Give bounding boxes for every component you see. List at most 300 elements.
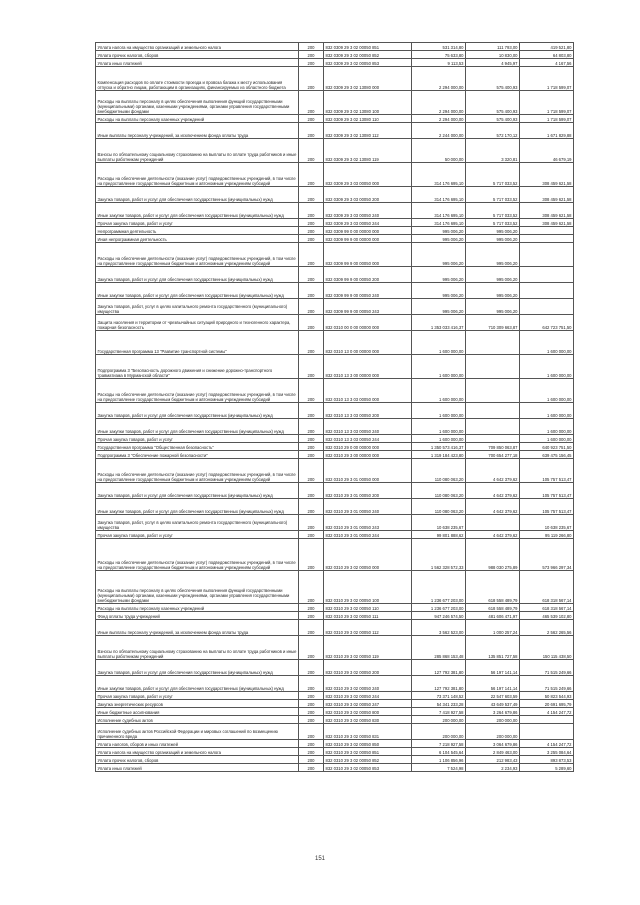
row-budget-code: 832 0310 29 3 02 00050 830: [324, 716, 412, 724]
row-name: Непрограммная деятельность: [96, 227, 299, 235]
row-executed-amount: 710 309 663,87: [466, 315, 520, 331]
row-executed-amount: 43 649 537,49: [466, 700, 520, 708]
row-unexecuted-amount: 5 289,60: [520, 764, 574, 772]
row-executed-amount: 481 606 471,97: [466, 612, 520, 620]
row-executed-amount: 5 717 033,52: [466, 203, 520, 219]
table-row: [96, 43, 574, 51]
row-executed-amount: [466, 331, 520, 355]
row-executed-amount: 572 170,12: [466, 123, 520, 139]
row-line-code: 200: [299, 51, 324, 59]
row-approved-amount: 995 006,20: [412, 235, 466, 243]
row-executed-amount: 2 234,93: [466, 764, 520, 772]
row-unexecuted-amount: 308 459 621,58: [520, 219, 574, 227]
row-unexecuted-amount: 1 600 000,00: [520, 419, 574, 435]
row-line-code: 200: [299, 227, 324, 235]
row-line-code: 200: [299, 379, 324, 403]
row-name: Закупка товаров, работ и услуг для обеспечения государственных (муниципальных) нужд: [96, 403, 299, 419]
row-executed-amount: 135 851 727,58: [466, 636, 520, 660]
row-line-code: 200: [299, 203, 324, 219]
row-name: Прочая закупка товаров, работ и услуг: [96, 692, 299, 700]
row-budget-code: 832 0310 29 3 01 00050 243: [324, 515, 412, 531]
row-budget-code: 832 0310 13 3 00 00000 000: [324, 355, 412, 379]
row-name: Расходы на обеспечение деятельности (оказание услуг) подведомственных учреждений, в том числе на предоставление государственным бюджетным и автономным учреждениям субсидий: [96, 243, 299, 267]
row-name: Прочая закупка товаров, работ и услуг: [96, 435, 299, 443]
row-executed-amount: [466, 515, 520, 531]
row-line-code: 200: [299, 499, 324, 515]
row-budget-code: 832 0310 13 3 03 00050 000: [324, 379, 412, 403]
row-executed-amount: 618 558 489,79: [466, 571, 520, 604]
row-approved-amount: 314 176 695,10: [412, 187, 466, 203]
table-row: [96, 708, 574, 716]
row-name: Закупка товаров, работ и услуг для обеспечения государственных (муниципальных) нужд: [96, 187, 299, 203]
row-executed-amount: 995 006,20: [466, 227, 520, 235]
row-budget-code: 832 0309 29 3 02 13080 112: [324, 123, 412, 139]
row-budget-code: 832 0310 29 3 02 00050 247: [324, 700, 412, 708]
row-line-code: 200: [299, 283, 324, 299]
row-approved-amount: 200 000,00: [412, 716, 466, 724]
row-name: Исполнение судебных актов: [96, 716, 299, 724]
row-line-code: 200: [299, 700, 324, 708]
row-approved-amount: 7 524,98: [412, 764, 466, 772]
row-name: Прочая закупка товаров, работ и услуг: [96, 219, 299, 227]
row-line-code: 200: [299, 115, 324, 123]
row-executed-amount: 212 983,43: [466, 756, 520, 764]
row-approved-amount: 531 314,80: [412, 43, 466, 51]
row-unexecuted-amount: 308 459 621,58: [520, 163, 574, 187]
row-budget-code: 832 0310 29 3 02 00050 850: [324, 740, 412, 748]
row-name: Закупка товаров, работ, услуг в целях капитального ремонта государственного (муниципального) имущества: [96, 299, 299, 315]
row-line-code: 200: [299, 620, 324, 636]
row-executed-amount: 5 717 033,52: [466, 219, 520, 227]
row-executed-amount: [466, 379, 520, 403]
table-row: [96, 123, 574, 139]
row-unexecuted-amount: 71 515 249,66: [520, 676, 574, 692]
row-name: Закупка товаров, работ и услуг для обеспечения государственных (муниципальных) нужд: [96, 267, 299, 283]
row-unexecuted-amount: 4 154 247,72: [520, 740, 574, 748]
row-budget-code: 832 0310 13 0 00 00000 000: [324, 331, 412, 355]
row-approved-amount: 995 006,20: [412, 227, 466, 235]
row-name: Иные выплаты персоналу учреждений, за исключением фонда оплаты труда: [96, 620, 299, 636]
row-unexecuted-amount: 1 600 000,00: [520, 435, 574, 443]
row-approved-amount: 314 176 695,10: [412, 203, 466, 219]
row-line-code: 200: [299, 756, 324, 764]
row-budget-code: 832 0310 29 3 02 00050 111: [324, 612, 412, 620]
row-budget-code: 832 0309 99 9 00 00050 200: [324, 267, 412, 283]
table-row: [96, 571, 574, 604]
row-approved-amount: 110 080 063,20: [412, 459, 466, 483]
row-budget-code: 832 0309 29 3 03 00050 000: [324, 163, 412, 187]
row-approved-amount: 1 353 033 416,37: [412, 315, 466, 331]
row-executed-amount: 10 830,00: [466, 51, 520, 59]
row-name: Иные закупки товаров, работ и услуг для обеспечения государственных (муниципальных) нужд: [96, 676, 299, 692]
row-name: Подпрограмма 3 "Обеспечение пожарной безопасности": [96, 451, 299, 459]
row-unexecuted-amount: 1 718 599,07: [520, 91, 574, 115]
row-unexecuted-amount: 105 757 513,47: [520, 459, 574, 483]
row-unexecuted-amount: 640 923 751,50: [520, 443, 574, 451]
row-line-code: 200: [299, 123, 324, 139]
row-unexecuted-amount: 2 562 265,56: [520, 620, 574, 636]
row-budget-code: 832 0310 29 3 00 00000 000: [324, 451, 412, 459]
row-name: Фонд оплаты труда учреждений: [96, 612, 299, 620]
row-approved-amount: 314 176 695,10: [412, 163, 466, 187]
table-row: [96, 203, 574, 219]
table-row: [96, 435, 574, 443]
row-executed-amount: 618 558 489,79: [466, 604, 520, 612]
row-line-code: 200: [299, 636, 324, 660]
row-name: Исполнение судебных актов Российской Федерации и мировых соглашений по возмещению причиненного вреда: [96, 724, 299, 740]
row-executed-amount: [466, 355, 520, 379]
row-unexecuted-amount: 573 966 297,34: [520, 539, 574, 571]
row-approved-amount: 1 600 000,00: [412, 355, 466, 379]
row-line-code: 200: [299, 660, 324, 676]
row-budget-code: 832 0310 29 3 02 00050 800: [324, 708, 412, 716]
table-row: [96, 355, 574, 379]
row-line-code: 200: [299, 604, 324, 612]
row-unexecuted-amount: 1 718 599,07: [520, 115, 574, 123]
row-approved-amount: 2 294 000,00: [412, 67, 466, 91]
row-approved-amount: 50 000,00: [412, 139, 466, 163]
row-executed-amount: 4 642 379,62: [466, 531, 520, 539]
row-name: Иные выплаты персоналу учреждений, за исключением фонда оплаты труда: [96, 123, 299, 139]
row-approved-amount: 1 600 000,00: [412, 403, 466, 419]
row-unexecuted-amount: 64 803,80: [520, 51, 574, 59]
row-budget-code: 832 0309 29 3 02 00050 853: [324, 59, 412, 67]
row-budget-code: 832 0309 99 9 00 00050 243: [324, 299, 412, 315]
table-row: [96, 315, 574, 331]
row-unexecuted-amount: 639 475 156,45: [520, 451, 574, 459]
row-executed-amount: [466, 435, 520, 443]
row-name: Уплата иных платежей: [96, 59, 299, 67]
row-executed-amount: [466, 403, 520, 419]
table-row: [96, 692, 574, 700]
table-row: [96, 604, 574, 612]
row-executed-amount: [466, 419, 520, 435]
budget-report-sheet: [95, 42, 572, 772]
row-unexecuted-amount: 1 600 000,00: [520, 355, 574, 379]
row-executed-amount: 56 197 141,14: [466, 660, 520, 676]
row-budget-code: 832 0310 29 3 01 00050 000: [324, 459, 412, 483]
row-approved-amount: 1 600 000,00: [412, 419, 466, 435]
table-row: [96, 724, 574, 740]
table-row: [96, 187, 574, 203]
row-unexecuted-amount: 150 115 438,50: [520, 636, 574, 660]
row-line-code: 200: [299, 67, 324, 91]
row-executed-amount: 995 006,20: [466, 235, 520, 243]
table-row: [96, 51, 574, 59]
row-line-code: 200: [299, 764, 324, 772]
row-executed-amount: 988 030 275,89: [466, 539, 520, 571]
table-row: [96, 139, 574, 163]
row-executed-amount: 709 850 063,87: [466, 443, 520, 451]
row-name: Компенсация расходов по оплате стоимости проезда и провоза багажа к месту использования отпуска и обратно лицам, работающим в организациях, финансируемых из областного бюджета: [96, 67, 299, 91]
row-budget-code: 832 0310 13 3 03 00050 200: [324, 403, 412, 419]
row-approved-amount: 3 562 523,00: [412, 620, 466, 636]
row-name: Закупка энергетических ресурсов: [96, 700, 299, 708]
row-approved-amount: 6 104 545,64: [412, 748, 466, 756]
row-name: Расходы на выплаты персоналу казенных учреждений: [96, 115, 299, 123]
row-line-code: 200: [299, 403, 324, 419]
row-unexecuted-amount: [520, 267, 574, 283]
row-name: Закупка товаров, работ и услуг для обеспечения государственных (муниципальных) нужд: [96, 660, 299, 676]
row-executed-amount: 995 006,20: [466, 243, 520, 267]
page-number: 151: [314, 856, 325, 862]
table-row: [96, 531, 574, 539]
row-budget-code: 832 0309 29 3 02 13080 000: [324, 67, 412, 91]
row-budget-code: 832 0309 99 9 00 00000 000: [324, 235, 412, 243]
row-unexecuted-amount: 642 723 751,50: [520, 315, 574, 331]
row-executed-amount: 5 717 033,52: [466, 187, 520, 203]
row-name: Иные бюджетные ассигнования: [96, 708, 299, 716]
row-approved-amount: 2 244 000,00: [412, 123, 466, 139]
table-row: [96, 700, 574, 708]
table-row: [96, 716, 574, 724]
row-unexecuted-amount: 10 638 235,67: [520, 515, 574, 531]
row-line-code: 200: [299, 708, 324, 716]
table-row: [96, 235, 574, 243]
table-row: [96, 539, 574, 571]
row-approved-amount: 2 294 000,00: [412, 115, 466, 123]
table-row: [96, 283, 574, 299]
table-row: [96, 299, 574, 315]
row-executed-amount: 200 000,00: [466, 724, 520, 740]
row-name: Расходы на обеспечение деятельности (оказание услуг) подведомственных учреждений, в том числе на предоставление государственным бюджетным и автономным учреждениям субсидий: [96, 163, 299, 187]
row-unexecuted-amount: 618 318 567,14: [520, 604, 574, 612]
row-approved-amount: 99 801 888,62: [412, 531, 466, 539]
row-name: Государственная программа "Общественная безопасность": [96, 443, 299, 451]
row-approved-amount: 947 246 574,50: [412, 612, 466, 620]
row-unexecuted-amount: 50 823 544,93: [520, 692, 574, 700]
row-approved-amount: 1 562 328 572,33: [412, 539, 466, 571]
row-unexecuted-amount: [520, 243, 574, 267]
row-name: Взносы по обязательному социальному страхованию на выплаты по оплате труда работников и иные выплаты работникам учреждений: [96, 636, 299, 660]
row-name: Прочая закупка товаров, работ и услуг: [96, 531, 299, 539]
row-line-code: 200: [299, 59, 324, 67]
row-line-code: 200: [299, 163, 324, 187]
row-approved-amount: 127 792 381,80: [412, 660, 466, 676]
row-budget-code: 832 0309 99 9 00 00050 000: [324, 243, 412, 267]
row-name: Уплата иных платежей: [96, 764, 299, 772]
row-line-code: 200: [299, 43, 324, 51]
row-budget-code: 832 0310 29 3 02 00050 000: [324, 539, 412, 571]
row-name: Уплата налога на имущество организаций и земельного налога: [96, 748, 299, 756]
row-approved-amount: 995 006,20: [412, 283, 466, 299]
row-line-code: 200: [299, 91, 324, 115]
table-row: [96, 163, 574, 187]
row-unexecuted-amount: 4 167,56: [520, 59, 574, 67]
row-name: Взносы по обязательному социальному страхованию на выплаты по оплате труда работников и иные выплаты работникам учреждений: [96, 139, 299, 163]
row-name: Расходы на обеспечение деятельности (оказание услуг) подведомственных учреждений, в том числе на предоставление государственным бюджетным и автономным учреждениям субсидий: [96, 379, 299, 403]
table-row: [96, 499, 574, 515]
row-unexecuted-amount: 1 671 829,88: [520, 123, 574, 139]
row-unexecuted-amount: 3 255 084,64: [520, 748, 574, 756]
row-unexecuted-amount: 4 154 247,72: [520, 708, 574, 716]
row-line-code: 200: [299, 267, 324, 283]
row-name: Иная непрограммная деятельность: [96, 235, 299, 243]
table-row: [96, 483, 574, 499]
row-executed-amount: 995 006,20: [466, 283, 520, 299]
row-executed-amount: 3 264 679,86: [466, 708, 520, 716]
row-budget-code: 832 0310 29 3 02 00050 851: [324, 748, 412, 756]
row-executed-amount: 2 849 463,00: [466, 748, 520, 756]
table-row: [96, 451, 574, 459]
row-unexecuted-amount: 46 679,19: [520, 139, 574, 163]
row-line-code: 200: [299, 243, 324, 267]
row-approved-amount: 7 418 927,58: [412, 708, 466, 716]
row-approved-amount: 110 080 063,20: [412, 483, 466, 499]
row-line-code: 200: [299, 331, 324, 355]
row-budget-code: 832 0310 29 3 01 00050 244: [324, 531, 412, 539]
row-executed-amount: 4 642 379,62: [466, 483, 520, 499]
table-row: [96, 227, 574, 235]
row-unexecuted-amount: [520, 235, 574, 243]
row-unexecuted-amount: 71 515 249,66: [520, 660, 574, 676]
row-approved-amount: 10 638 235,67: [412, 515, 466, 531]
row-name: Расходы на обеспечение деятельности (оказание услуг) подведомственных учреждений, в том числе на предоставление государственным бюджетным и автономным учреждениям субсидий: [96, 459, 299, 483]
row-executed-amount: 700 654 277,18: [466, 451, 520, 459]
row-line-code: 200: [299, 676, 324, 692]
row-name: Расходы на выплаты персоналу в целях обеспечения выполнения функций государственными (муниципальными) органами, казенными учреждениями, органами управления государственными внебюджетными фондами: [96, 91, 299, 115]
row-approved-amount: 7 218 927,58: [412, 740, 466, 748]
row-executed-amount: 575 400,93: [466, 91, 520, 115]
table-row: [96, 459, 574, 483]
row-name: Иные закупки товаров, работ и услуг для обеспечения государственных (муниципальных) нужд: [96, 419, 299, 435]
row-unexecuted-amount: 1 600 000,00: [520, 331, 574, 355]
row-line-code: 200: [299, 355, 324, 379]
table-row: [96, 443, 574, 451]
row-budget-code: 832 0310 00 0 00 00000 000: [324, 315, 412, 331]
row-unexecuted-amount: 20 691 695,79: [520, 700, 574, 708]
row-approved-amount: 9 113,53: [412, 59, 466, 67]
row-name: Защита населения и территории от чрезвычайных ситуаций природного и техногенного характера, пожарная безопасность: [96, 315, 299, 331]
row-line-code: 200: [299, 419, 324, 435]
row-unexecuted-amount: [520, 724, 574, 740]
row-budget-code: 832 0310 29 3 02 00050 110: [324, 604, 412, 612]
row-budget-code: 832 0310 29 3 02 00050 853: [324, 764, 412, 772]
row-name: Иные закупки товаров, работ и услуг для обеспечения государственных (муниципальных) нужд: [96, 499, 299, 515]
table-row: [96, 91, 574, 115]
row-unexecuted-amount: [520, 283, 574, 299]
table-row: [96, 243, 574, 267]
row-budget-code: 832 0309 99 0 00 00000 000: [324, 227, 412, 235]
row-unexecuted-amount: 105 757 513,47: [520, 483, 574, 499]
row-line-code: 200: [299, 235, 324, 243]
row-executed-amount: 4 642 379,62: [466, 499, 520, 515]
row-line-code: 200: [299, 219, 324, 227]
row-name: Расходы на обеспечение деятельности (оказание услуг) подведомственных учреждений, в том числе на предоставление государственным бюджетным и автономным учреждениям субсидий: [96, 539, 299, 571]
row-approved-amount: 75 633,80: [412, 51, 466, 59]
row-budget-code: 832 0310 29 3 02 00050 200: [324, 660, 412, 676]
row-approved-amount: 73 371 148,52: [412, 692, 466, 700]
row-name: Расходы на выплаты персоналу казенных учреждений: [96, 604, 299, 612]
row-line-code: 200: [299, 451, 324, 459]
row-budget-code: 832 0310 29 3 02 00050 244: [324, 692, 412, 700]
row-budget-code: 832 0309 99 9 00 00050 240: [324, 283, 412, 299]
row-executed-amount: 22 547 603,59: [466, 692, 520, 700]
row-budget-code: 832 0310 29 3 02 00050 852: [324, 756, 412, 764]
row-line-code: 200: [299, 716, 324, 724]
row-budget-code: 832 0309 29 3 02 00050 852: [324, 51, 412, 59]
table-row: [96, 67, 574, 91]
row-approved-amount: 1 350 573 416,37: [412, 443, 466, 451]
row-approved-amount: 1 600 000,00: [412, 379, 466, 403]
row-executed-amount: 995 006,20: [466, 299, 520, 315]
row-budget-code: 832 0310 29 3 02 00050 112: [324, 620, 412, 636]
row-line-code: 200: [299, 531, 324, 539]
table-row: [96, 756, 574, 764]
table-row: [96, 620, 574, 636]
row-unexecuted-amount: 105 757 513,47: [520, 499, 574, 515]
row-executed-amount: 4 945,97: [466, 59, 520, 67]
row-line-code: 200: [299, 315, 324, 331]
row-name: Закупка товаров, работ, услуг в целях капитального ремонта государственного (муниципального) имущества: [96, 515, 299, 531]
row-budget-code: 832 0309 29 3 03 00050 240: [324, 203, 412, 219]
row-line-code: 200: [299, 435, 324, 443]
row-unexecuted-amount: 308 459 621,58: [520, 187, 574, 203]
row-unexecuted-amount: 465 539 102,80: [520, 612, 574, 620]
row-budget-code: 832 0310 29 3 01 00050 200: [324, 483, 412, 499]
row-unexecuted-amount: [520, 227, 574, 235]
row-name: Закупка товаров, работ и услуг для обеспечения государственных (муниципальных) нужд: [96, 483, 299, 499]
row-line-code: 200: [299, 483, 324, 499]
table-row: [96, 267, 574, 283]
table-row: [96, 115, 574, 123]
row-line-code: 200: [299, 299, 324, 315]
row-unexecuted-amount: 1 600 000,00: [520, 403, 574, 419]
table-row: [96, 740, 574, 748]
row-line-code: 200: [299, 571, 324, 604]
row-executed-amount: 995 006,20: [466, 267, 520, 283]
row-budget-code: 832 0310 29 3 02 00050 240: [324, 676, 412, 692]
row-unexecuted-amount: [520, 299, 574, 315]
row-budget-code: 832 0310 29 3 02 00050 100: [324, 571, 412, 604]
row-name: Иные закупки товаров, работ и услуг для обеспечения государственных (муниципальных) нужд: [96, 283, 299, 299]
row-approved-amount: 1 236 677 203,00: [412, 604, 466, 612]
row-budget-code: 832 0309 29 3 03 00050 244: [324, 219, 412, 227]
row-executed-amount: 575 400,93: [466, 115, 520, 123]
table-row: [96, 660, 574, 676]
table-row: [96, 331, 574, 355]
row-unexecuted-amount: 419 521,80: [520, 43, 574, 51]
row-executed-amount: 200 000,00: [466, 716, 520, 724]
row-name: Уплата налогов, сборов и иных платежей: [96, 740, 299, 748]
row-approved-amount: 2 294 000,00: [412, 91, 466, 115]
table-row: [96, 59, 574, 67]
row-line-code: 200: [299, 748, 324, 756]
row-budget-code: 832 0310 13 3 03 00050 240: [324, 419, 412, 435]
row-approved-amount: 1 106 856,96: [412, 756, 466, 764]
row-approved-amount: 127 792 381,80: [412, 676, 466, 692]
row-unexecuted-amount: 618 318 567,14: [520, 571, 574, 604]
row-budget-code: 832 0310 13 3 03 00050 244: [324, 435, 412, 443]
table-row: [96, 612, 574, 620]
row-executed-amount: 3 320,81: [466, 139, 520, 163]
row-unexecuted-amount: 1 718 599,07: [520, 67, 574, 91]
row-budget-code: 832 0309 29 3 02 13080 119: [324, 139, 412, 163]
row-budget-code: 832 0310 29 3 02 00050 119: [324, 636, 412, 660]
table-row: [96, 379, 574, 403]
row-unexecuted-amount: [520, 716, 574, 724]
row-budget-code: 832 0310 29 3 01 00050 240: [324, 499, 412, 515]
row-approved-amount: 1 319 184 423,80: [412, 451, 466, 459]
row-name: Государственная программа 13 "Развитие транспортной системы": [96, 331, 299, 355]
row-approved-amount: 110 080 063,20: [412, 499, 466, 515]
table-row: [96, 764, 574, 772]
row-name: Иные закупки товаров, работ и услуг для обеспечения государственных (муниципальных) нужд: [96, 203, 299, 219]
row-approved-amount: 54 341 233,28: [412, 700, 466, 708]
table-row: [96, 403, 574, 419]
row-executed-amount: 4 642 379,62: [466, 459, 520, 483]
row-executed-amount: 1 000 257,24: [466, 620, 520, 636]
